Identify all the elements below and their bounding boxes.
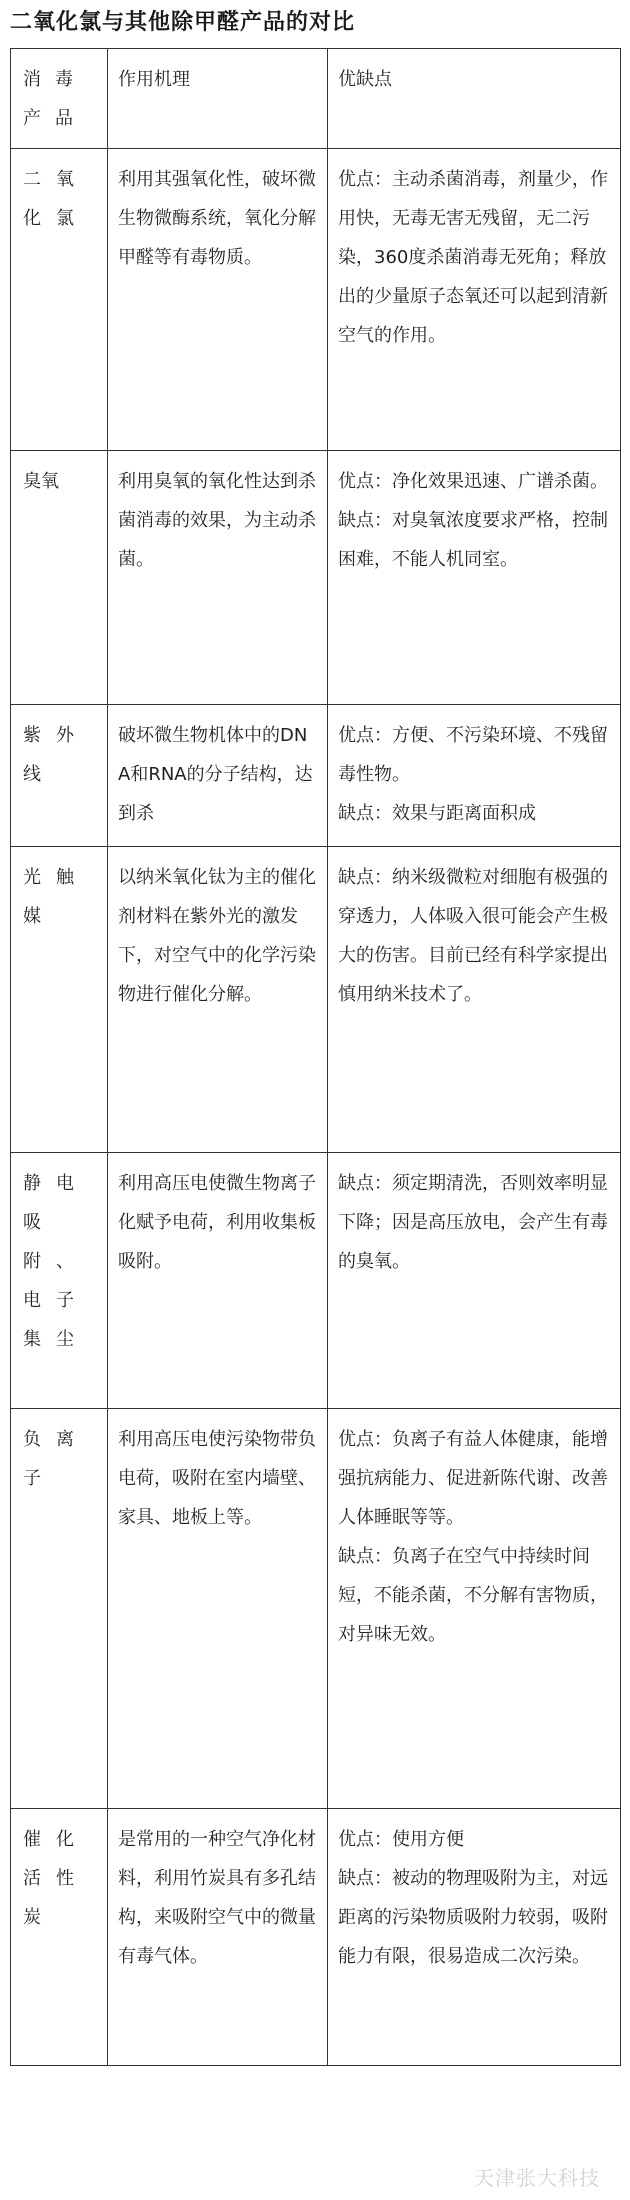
pros-cons-cell [328, 1409, 621, 1809]
product-name: 光触媒 [11, 847, 108, 1153]
pros-cons-cell [328, 1153, 621, 1409]
pros-cons-cell [328, 847, 621, 1153]
pros-cons-cell [328, 705, 621, 847]
table-header-row [11, 49, 621, 149]
comparison-table [10, 48, 621, 2066]
page-title: 二氧化氯与其他除甲醛产品的对比 [10, 10, 356, 35]
table-row [11, 1409, 621, 1809]
pros-cons-cell [328, 149, 621, 451]
pros-cons-text: 缺点：负离子在空气中持续时间短，不能杀菌，不分解有害物质，对异味无效。 [338, 1546, 608, 1645]
pros-cons-text: 缺点：对臭氧浓度要求严格，控制困难，不能人机同室。 [338, 510, 608, 570]
mechanism-cell: 是常用的一种空气净化材料，利用竹炭具有多孔结构，来吸附空气中的微量有毒气体。 [108, 1809, 328, 2066]
pros-cons-text: 优点：主动杀菌消毒，剂量少，作用快，无毒无害无残留，无二污染，360度杀菌消毒无死角；释放出的少量原子态氧还可以起到清新空气的作用。 [338, 169, 608, 346]
mechanism-cell: 以纳米氧化钛为主的催化剂材料在紫外光的激发下，对空气中的化学污染物进行催化分解。 [108, 847, 328, 1153]
pros-cons-text: 优点：使用方便 [338, 1829, 464, 1850]
pros-cons-text: 优点：负离子有益人体健康，能增强抗病能力、促进新陈代谢、改善人体睡眠等等。 [338, 1429, 608, 1528]
pros-cons-text: 优点：方便、不污染环境、不残留毒性物。 [338, 725, 608, 785]
pros-cons-text: 缺点：纳米级微粒对细胞有极强的穿透力，人体吸入很可能会产生极大的伤害。目前已经有科学家提出慎用纳米技术了。 [338, 867, 608, 1005]
pros-cons-text: 缺点：效果与距离面积成 [338, 803, 536, 824]
table-row [11, 847, 621, 1153]
pros-cons-text: 缺点：被动的物理吸附为主，对远距离的污染物质吸附力较弱，吸附能力有限，很易造成二次污染。 [338, 1868, 608, 1967]
table-row [11, 1153, 621, 1409]
pros-cons-cell [328, 451, 621, 705]
table-row [11, 1809, 621, 2066]
product-name: 负离子 [11, 1409, 108, 1809]
product-name: 紫外线 [11, 705, 108, 847]
product-name: 二氧化氯 [11, 149, 108, 451]
watermark: 天津张大科技 [474, 2166, 600, 2190]
mechanism-cell: 利用其强氧化性，破坏微生物微酶系统，氧化分解甲醛等有毒物质。 [108, 149, 328, 451]
pros-cons-text: 缺点：须定期清洗，否则效率明显下降；因是高压放电，会产生有毒的臭氧。 [338, 1173, 608, 1272]
pros-cons-text: 优点：净化效果迅速、广谱杀菌。 [338, 471, 608, 492]
pros-cons-cell [328, 1809, 621, 2066]
header-pros-cons: 优缺点 [328, 49, 621, 149]
table-row [11, 705, 621, 847]
header-product: 消毒产品 [11, 49, 108, 149]
mechanism-cell: 破坏微生物机体中的DNA和RNA的分子结构，达到杀 [108, 705, 328, 847]
table-row [11, 451, 621, 705]
header-mechanism: 作用机理 [108, 49, 328, 149]
mechanism-cell: 利用高压电使污染物带负电荷，吸附在室内墙壁、家具、地板上等。 [108, 1409, 328, 1809]
table-row [11, 149, 621, 451]
mechanism-cell: 利用臭氧的氧化性达到杀菌消毒的效果，为主动杀菌。 [108, 451, 328, 705]
product-name: 催化活性炭 [11, 1809, 108, 2066]
product-name: 臭氧 [11, 451, 108, 705]
mechanism-cell: 利用高压电使微生物离子化赋予电荷，利用收集板吸附。 [108, 1153, 328, 1409]
product-name: 静电吸附、电子集尘 [11, 1153, 108, 1409]
